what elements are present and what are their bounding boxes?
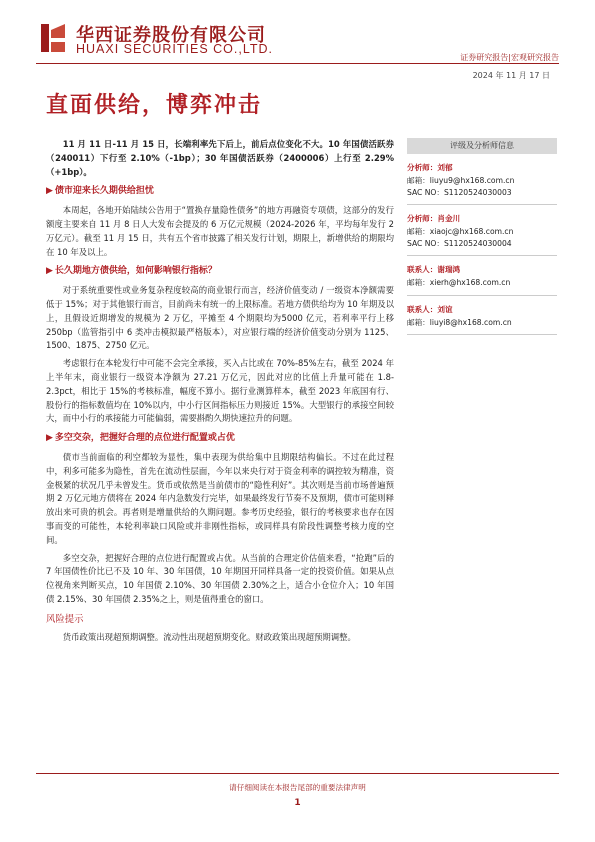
risk-text: 货币政策出现超预期调整。流动性出现超预期变化。财政政策出现超预期调整。 (62, 631, 356, 642)
report-type: 证券研究报告|宏观研究报告 (460, 53, 559, 62)
main-content (46, 138, 394, 648)
analyst-sac: SAC NO：S1120524030003 (407, 187, 512, 197)
section-paragraph: 债市当前面临的利空都较为显性，集中表现为供给集中且期限结构偏长。不过在此过程中，利多可能多为隐性，首先在流动性层面，今年以来央行对于资金利率的调控较为精准，资金极紧的状况几乎未曾发生。货币或依然是当前债市的“隐性利好”。其次则是当前市场普遍预期 2 万亿元地方债将在 2024 年内急数发行完毕，如果最终发行节奏不及预期，债市可能则释放出来可贵的机会。再者则是增量供给的久期问题。参考历史经验，银行的考核要求也存在因事而变的可能性，本轮利率缺口风险或并非刚性指标，或同样具有阶段性调整考核力度的空间。 (46, 451, 394, 545)
huaxi-logo-icon (38, 20, 68, 56)
page-number: 1 (294, 798, 301, 808)
report-title: 直面供给，博弈冲击 (46, 92, 263, 118)
analyst-role: 联系人：谢瑞鸿 (407, 265, 461, 274)
report-date: 2024 年 11 月 17 日 (472, 71, 550, 80)
divider (407, 255, 557, 256)
analyst-email: 邮箱：liuyi8@hx168.com.cn (407, 317, 512, 327)
triangle-icon: ▶ (46, 433, 53, 444)
divider (407, 334, 557, 335)
lead-paragraph: 11 月 11 日-11 月 15 日，长端利率先下后上，前后点位变化不大。10 年国债活跃券（240011）下行至 2.10%（-1bp）；30 年国债活跃券（2400006）上行至 2.29%（+1bp）。 (46, 139, 394, 177)
header-divider (36, 63, 559, 64)
footer-divider (36, 773, 559, 774)
section-paragraph: 本周起，各地开始陆续公告用于“置换存量隐性债务”的地方再融资专项债，这部分的发行额度主要来自 11 月 8 日人大发布会提及的 6 万亿元规模（2024-2026 年，平均每年发行 2 万亿元）。截至 11 月 15 日，共有五个省市披露了相关发行计划，期限上，新增供给的期限均在 10 年及以上。 (46, 205, 394, 257)
analyst-card (407, 264, 557, 296)
analyst-role: 分析师：肖金川 (407, 214, 461, 223)
section-paragraph: 考虑银行在本轮发行中可能不会完全承接，买入占比或在 70%-85%左右，截至 2024 年上半年末，商业银行一级资本净额为 27.21 万亿元，因此对应的比值上升量可能在 1.8-2.3pct，相比于 15%的考核标准，幅度不算小。据行业测算样本，截至 2023 年底国有行、股份行的指标数值均在 10%以内，中小行区间指标压力则接近 15%。大型银行的承接空间较大，而中小行的承接能力可能偏弱，需要斟酌久期快速拉升的问题。 (46, 358, 394, 424)
legal-notice: 请仔细阅读在本报告尾部的重要法律声明 (229, 783, 366, 792)
section-paragraph: 多空交杂，把握好合理的点位进行配置或占优。从当前的合理定价估值来看，“抢跑”后的 7 年国债性价比已不及 10 年、30 年国债，10 年期国开同样具备一定的投资价值。如果从点位视角来判断买点，10 年国债 2.10%、30 年国债 2.30%之上，适合小仓位介入；10 年国债 2.15%、30 年国债 2.35%之上，则是值得重仓的窗口。 (46, 552, 394, 604)
analyst-role: 分析师：刘郁 (407, 163, 453, 172)
analyst-email: 邮箱：liuyu9@hx168.com.cn (407, 176, 515, 185)
analyst-email: 邮箱：xiaojc@hx168.com.cn (407, 227, 514, 236)
section-heading: ▶ 债市迎来长久期供给担忧 (46, 186, 154, 197)
divider (407, 295, 557, 296)
analyst-card (407, 213, 557, 256)
divider (407, 204, 557, 205)
triangle-icon: ▶ (46, 186, 53, 197)
analyst-card (407, 162, 557, 205)
company-name-en: HUAXI SECURITIES CO.,LTD. (76, 42, 274, 56)
risk-heading: 风险提示 (46, 613, 84, 625)
sidebar-header: 评级及分析师信息 (407, 138, 557, 154)
section-paragraph: 对于系统重要性或业务复杂程度较高的商业银行而言，经济价值变动 / 一级资本净额需要低于 15%；对于其他银行而言，目前尚未有统一的上限标准。若地方债供给均为 10 年期及以上，且假设近期增发的规模为 2 万亿，平摊至 4 个期限均为5000 亿元，若利率平行上移 250bp（监管指引中 6 类冲击模拟最严格版本），对应银行端的经济价值变动分别为 1125、1500、1875、2750 亿元。 (46, 285, 394, 351)
analyst-sac: SAC NO：S1120524030004 (407, 238, 512, 248)
analyst-card (407, 304, 557, 336)
section-heading: ▶ 长久期地方债供给，如何影响银行指标？ (46, 266, 217, 277)
analyst-email: 邮箱：xierh@hx168.com.cn (407, 278, 511, 287)
company-name-cn: 华西证券股份有限公司 (76, 25, 266, 46)
triangle-icon: ▶ (46, 266, 53, 277)
analyst-sidebar (407, 138, 557, 335)
section-heading: ▶ 多空交杂，把握好合理的点位进行配置或占优 (46, 433, 235, 444)
analyst-role: 联系人：刘谊 (407, 304, 453, 314)
